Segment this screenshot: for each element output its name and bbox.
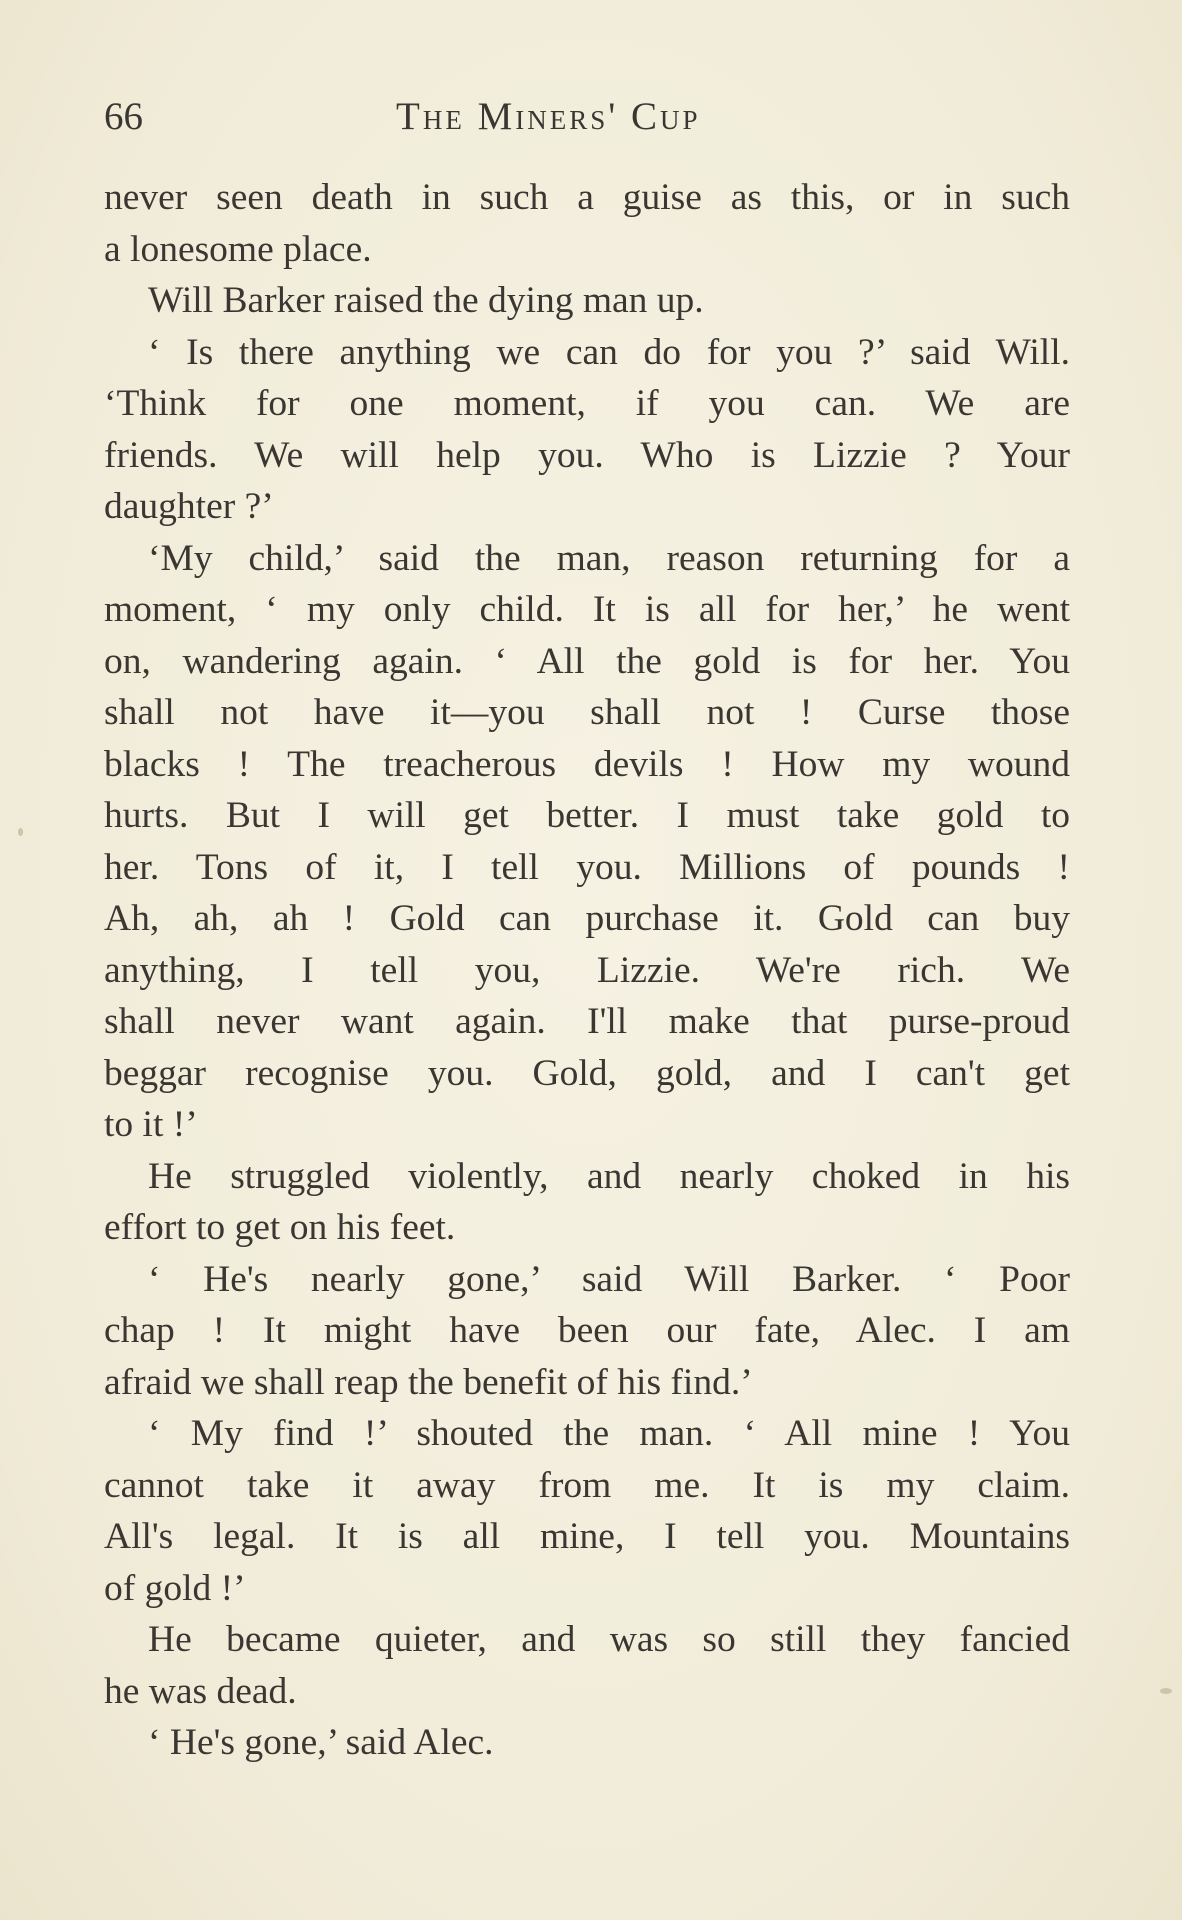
text-line: shall not have it—you shall not ! Curse those	[104, 692, 1070, 733]
text-line: All's legal. It is all mine, I tell you. Mountains	[104, 1516, 1070, 1557]
text-line: ‘Think for one moment, if you can. We are	[104, 383, 1070, 424]
text-line: ‘ My find !’ shouted the man. ‘ All mine ! You	[148, 1413, 1070, 1454]
text-line: he was dead.	[104, 1670, 297, 1712]
text-line: chap ! It might have been our fate, Alec. I am	[104, 1310, 1070, 1351]
text-line: a lonesome place.	[104, 228, 372, 270]
text-line: never seen death in such a guise as this, or in such	[104, 177, 1070, 218]
text-line: Ah, ah, ah ! Gold can purchase it. Gold can buy	[104, 898, 1070, 939]
page-header	[104, 92, 1064, 142]
text-line: ‘ Is there anything we can do for you ?’ said Will.	[148, 331, 1070, 373]
text-line: beggar recognise you. Gold, gold, and I can't get	[104, 1052, 1070, 1094]
page-number: 66	[104, 95, 143, 138]
text-line: ‘My child,’ said the man, reason returning for a	[148, 537, 1070, 579]
text-line: daughter ?’	[104, 486, 274, 527]
text-line: on, wandering again. ‘ All the gold is for her. You	[104, 640, 1070, 682]
text-line: of gold !’	[104, 1567, 246, 1609]
text-line: cannot take it away from me. It is my claim.	[104, 1464, 1070, 1506]
text-line: afraid we shall reap the benefit of his find.’	[104, 1361, 753, 1403]
text-line: ‘ He's gone,’ said Alec.	[148, 1722, 494, 1763]
text-line: ‘ He's nearly gone,’ said Will Barker. ‘ Poor	[148, 1258, 1070, 1300]
paper-speck	[1160, 1688, 1172, 1694]
text-line: shall never want again. I'll make that purse-proud	[104, 1001, 1070, 1042]
text-line: effort to get on his feet.	[104, 1207, 456, 1248]
text-line: He became quieter, and was so still they fancied	[148, 1619, 1070, 1660]
text-line: to it !’	[104, 1104, 198, 1145]
text-line: anything, I tell you, Lizzie. We're rich. We	[104, 949, 1070, 991]
text-line: blacks ! The treacherous devils ! How my wound	[104, 743, 1070, 785]
body-text	[104, 172, 1070, 1769]
paper-speck	[18, 828, 23, 836]
running-title: The Miners' Cup	[396, 95, 701, 138]
text-line: hurts. But I will get better. I must take gold to	[104, 795, 1070, 836]
text-line: He struggled violently, and nearly choked in his	[148, 1155, 1070, 1197]
text-line: Will Barker raised the dying man up.	[148, 280, 704, 321]
text-line: moment, ‘ my only child. It is all for her,’ he went	[104, 589, 1070, 630]
text-line: friends. We will help you. Who is Lizzie ? Your	[104, 434, 1070, 476]
text-line: her. Tons of it, I tell you. Millions of pounds !	[104, 846, 1070, 888]
